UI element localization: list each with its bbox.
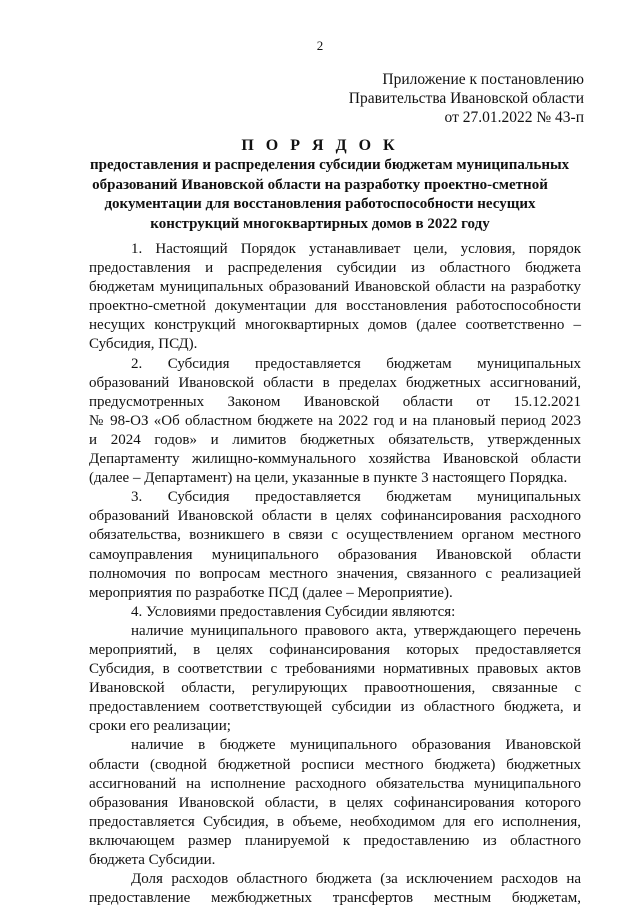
body-line: предоставление межбюджетных трансфертов местным бюджетам, <box>89 890 581 907</box>
body-line: образований Ивановской области в целях софинансирования расходного <box>89 508 581 525</box>
subtitle-line: предоставления и распределения субсидии бюджетам муниципальных <box>90 157 570 173</box>
body-line: несущих конструкций многоквартирных домов (далее соответственно – <box>89 317 581 334</box>
body-line: бюджета Субсидии. <box>89 852 216 868</box>
body-line: 2. Субсидия предоставляется бюджетам муниципальных <box>131 355 581 372</box>
body-line: наличие в бюджете муниципального образования Ивановской <box>131 737 581 754</box>
subtitle-line: документации для восстановления работоспособности несущих <box>104 196 536 212</box>
body-line: полномочия по вопросам местного значения, связанного с реализацией <box>89 565 581 582</box>
body-line: бюджетам муниципальных образований Ивановской области на разработку <box>89 279 581 296</box>
appendix-line: Правительства Ивановской области <box>348 90 584 107</box>
body-line: 3. Субсидия предоставляется бюджетам муниципальных <box>131 489 581 506</box>
body-line: включающем размер планируемой к предоставлению из областного <box>89 832 581 849</box>
body-line: № 98-ОЗ «Об областном бюджете на 2022 год и на плановый период 2023 <box>89 412 581 429</box>
body-line: предоставления и распределения субсидии из областного бюджета <box>89 260 581 277</box>
body-line: Субсидия, в соответствии с требованиями нормативных правовых актов <box>89 661 581 678</box>
body-line: ассигнований на исполнение расходного обязательства муниципального <box>89 775 581 792</box>
body-line: самоуправления муниципального образования Ивановской области <box>89 546 581 563</box>
body-line: 1. Настоящий Порядок устанавливает цели, условия, порядок <box>131 241 581 257</box>
body-line: и 2024 годов» и лимитов бюджетных обязательств, утвержденных <box>89 431 581 448</box>
body-line: проектно-сметной документации для восстановления работоспособности <box>89 298 581 315</box>
document-title: П О Р Я Д О К <box>241 137 399 154</box>
body-line: Субсидия, ПСД). <box>89 336 198 353</box>
body-line: обязательства, возникшего в связи с осуществлением органом местного <box>89 527 581 544</box>
body-line: Департаменту жилищно-коммунального хозяйства Ивановской области <box>89 451 581 468</box>
body-line: предоставляется Субсидия, в объеме, необходимом для его исполнения, <box>89 813 581 830</box>
subtitle-line: образований Ивановской области на разработку проектно-сметной <box>92 176 548 193</box>
body-line: предусмотренных Законом Ивановской области от 15.12.2021 <box>89 393 581 410</box>
body-line: мероприятия по разработке ПСД (далее – Мероприятие). <box>89 584 453 601</box>
body-line: образования Ивановской области, в целях софинансирования которого <box>89 794 581 811</box>
body-line: мероприятий, в целях софинансирования которых предоставляется <box>89 641 581 658</box>
page-number: 2 <box>316 38 324 53</box>
body-line: области (сводной бюджетной росписи местного бюджета) бюджетных <box>89 756 581 773</box>
subtitle-line: конструкций многоквартирных домов в 2022 году <box>150 215 490 232</box>
body-line: 4. Условиями предоставления Субсидии являются: <box>131 603 456 620</box>
body-line: (далее – Департамент) на цели, указанные в пункте 3 настоящего Порядка. <box>89 470 568 487</box>
body-line: образований Ивановской области в пределах бюджетных ассигнований, <box>89 374 581 391</box>
body-line: сроки его реализации; <box>89 718 231 735</box>
appendix-header <box>284 70 584 127</box>
body-line: наличие муниципального правового акта, утверждающего перечень <box>131 622 581 639</box>
document-subtitle <box>90 156 570 234</box>
body-line: Ивановской области, регулирующих правоотношения, связанные с <box>89 680 581 697</box>
document-body <box>89 240 581 908</box>
body-line: Доля расходов областного бюджета (за исключением расходов на <box>131 871 581 888</box>
appendix-line: от 27.01.2022 № 43-п <box>444 109 584 126</box>
body-line: предоставлением соответствующей субсидии из областного бюджета, и <box>89 699 581 716</box>
appendix-line: Приложение к постановлению <box>382 71 584 88</box>
